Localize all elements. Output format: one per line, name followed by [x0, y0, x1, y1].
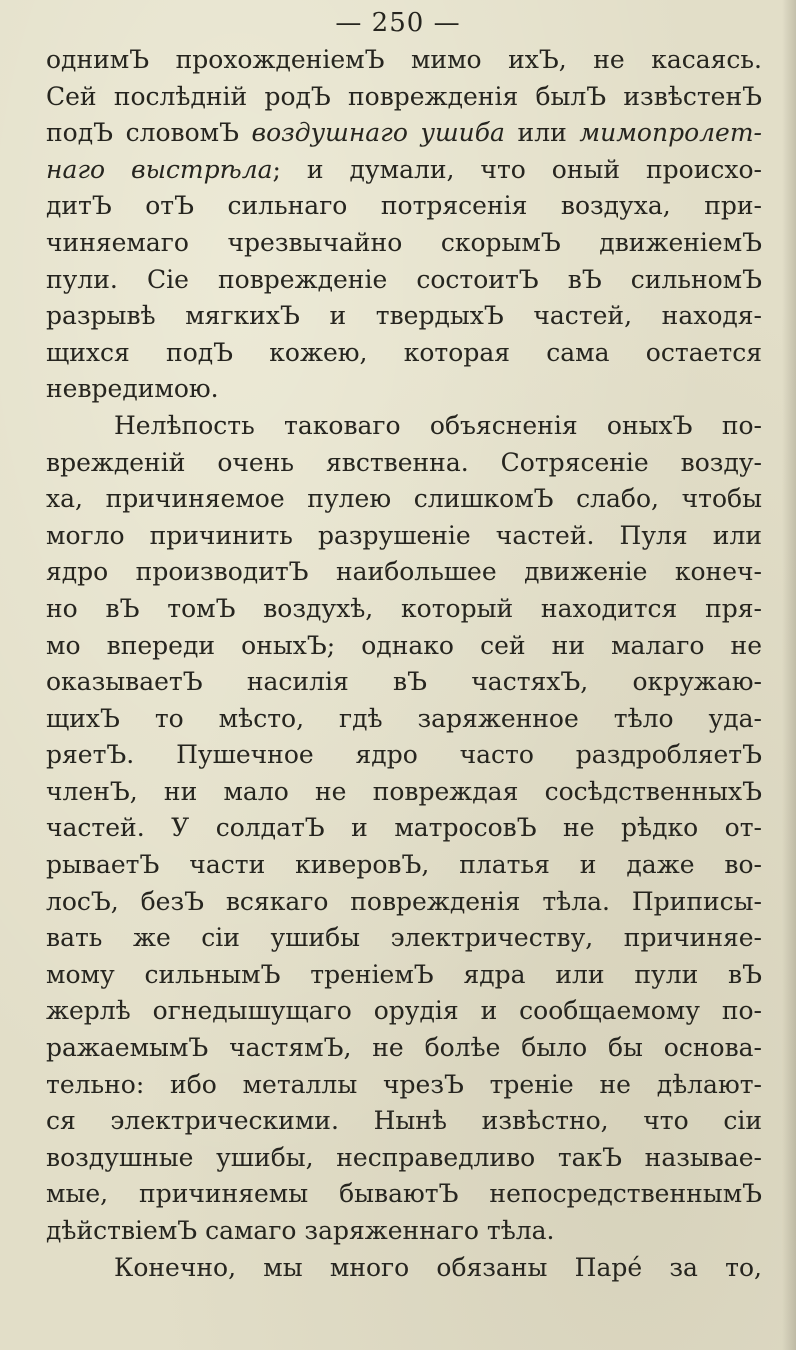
- text-line: [46, 152, 762, 189]
- text-line: ряетЪ. Пушечное ядро часто раздробляетЪ: [46, 740, 762, 770]
- text-line: мо впереди оныхЪ; однако сей ни малаго не: [46, 630, 762, 660]
- text-line: ражаемымЪ частямЪ, не болѣе было бы основа-: [46, 1033, 762, 1063]
- text-line: вать же сіи ушибы электричеству, причиняе-: [46, 923, 762, 953]
- text-line: [46, 115, 762, 152]
- italic-term: воздушнаго ушиба: [251, 118, 505, 148]
- text-line: частей. У солдатЪ и матросовЪ не рѣдко от-: [46, 813, 762, 843]
- text-line: рываетЪ части киверовЪ, платья и даже во-: [46, 850, 762, 880]
- page-edge-shadow: [782, 0, 796, 1350]
- text-line: ядро производитЪ наибольшее движеніе конеч-: [46, 557, 762, 587]
- text-line: дитЪ отЪ сильнаго потрясенія воздуха, при-: [46, 191, 762, 221]
- text-line: но вЪ томЪ воздухѣ, который находится пря-: [46, 593, 762, 623]
- text-line: чиняемаго чрезвычайно скорымЪ движеніемЪ: [46, 227, 762, 257]
- text-line: пули. Сіе поврежденіе состоитЪ вЪ сильномЪ: [46, 264, 762, 294]
- text-line: Конечно, мы много обязаны Парé за то,: [114, 1252, 762, 1282]
- text-line: невредимою.: [46, 374, 219, 404]
- text-line: Сей послѣдній родЪ поврежденія былЪ извѣстенЪ: [46, 81, 762, 111]
- text-line: могло причинить разрушеніе частей. Пуля или: [46, 520, 762, 550]
- text-line: Нелѣпость таковаго объясненія оныхЪ по-: [114, 410, 762, 440]
- text-line: жерлѣ огнедышущаго орудія и сообщаемому по-: [46, 996, 762, 1026]
- text-segment: ; и думали, что оный происхо-: [272, 154, 762, 184]
- text-line: однимЪ прохожденіемЪ мимо ихЪ, не касаясь.: [46, 45, 762, 74]
- italic-term: мимопролет-: [579, 118, 762, 148]
- text-line: тельно: ибо металлы чрезЪ треніе не дѣлают-: [46, 1069, 762, 1099]
- body-text: [46, 42, 762, 1286]
- text-line: дѣйствіемЪ самаго заряженнаго тѣла.: [46, 1216, 555, 1245]
- text-line: мому сильнымЪ треніемЪ ядра или пули вЪ: [46, 959, 762, 989]
- text-line: ха, причиняемое пулею слишкомЪ слабо, чтобы: [46, 484, 762, 514]
- text-line: ся электрическими. Нынѣ извѣстно, что сіи: [46, 1106, 762, 1136]
- text-segment: или: [504, 118, 580, 148]
- text-line: членЪ, ни мало не повреждая сосѣдственныхЪ: [46, 776, 762, 806]
- italic-term: наго выстрѣла: [46, 154, 273, 184]
- text-line: лосЪ, безЪ всякаго поврежденія тѣла. Приписы-: [46, 886, 762, 916]
- text-line: разрывѣ мягкихЪ и твердыхЪ частей, находя-: [46, 301, 762, 331]
- text-line: щихЪ то мѣсто, гдѣ заряженное тѣло уда-: [46, 703, 762, 733]
- text-line: мые, причиняемы бываютЪ непосредственнымЪ: [46, 1179, 762, 1209]
- text-line: щихся подЪ кожею, которая сама остается: [46, 337, 762, 367]
- text-line: воздушные ушибы, несправедливо такЪ называе-: [46, 1142, 762, 1172]
- text-line: врежденій очень явственна. Сотрясеніе возду-: [46, 447, 762, 477]
- page-number: — 250 —: [335, 8, 461, 38]
- text-segment: подЪ словомЪ: [46, 118, 252, 148]
- text-line: оказываетЪ насилія вЪ частяхЪ, окружаю-: [46, 667, 762, 697]
